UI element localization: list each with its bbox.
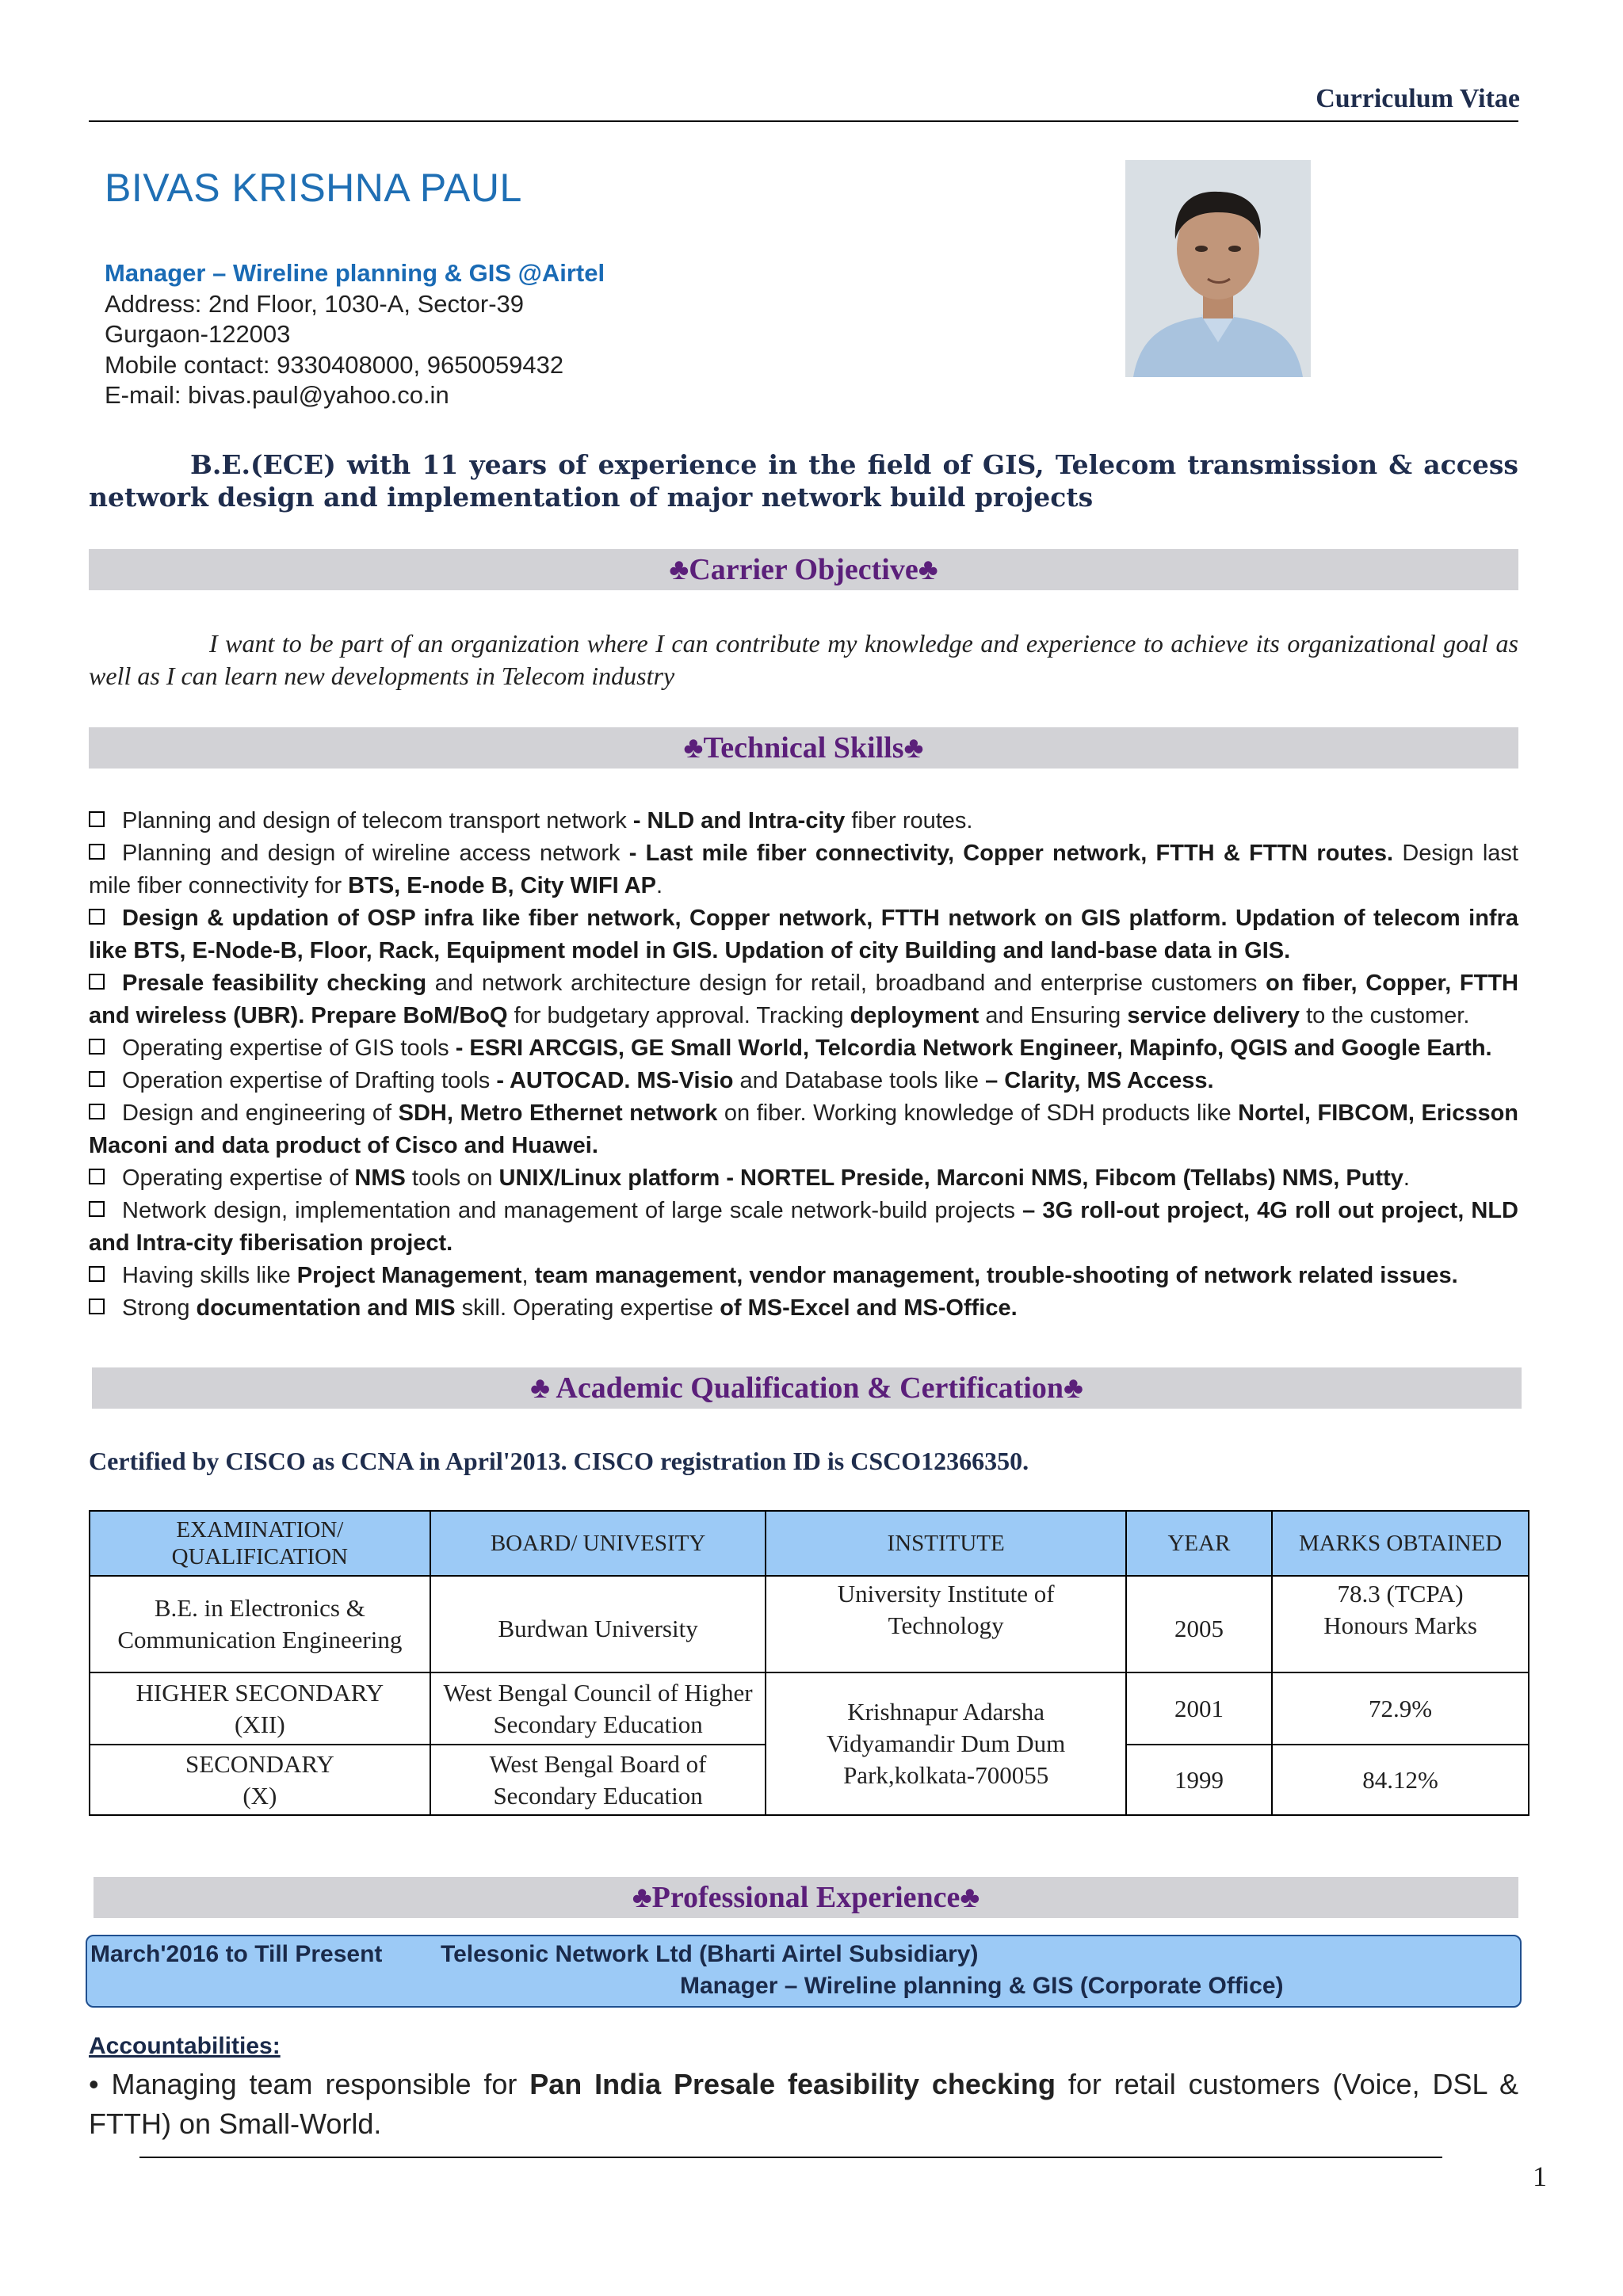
- table-header-row: [90, 1511, 1529, 1576]
- skill-item: [89, 1032, 1518, 1065]
- skill-item: [89, 902, 1518, 967]
- bold-text: Presale feasibility checking: [122, 971, 427, 996]
- bold-text: deployment: [850, 1003, 980, 1028]
- text: Operating expertise of GIS tools: [122, 1035, 456, 1061]
- text: Operation expertise of Drafting tools: [122, 1068, 497, 1093]
- text: .: [655, 873, 663, 898]
- bold-text: – 3G roll-out project, 4G roll out project, NLD and Intra-city fiberisation project.: [89, 1198, 1519, 1256]
- text: and Ensuring: [979, 1003, 1128, 1028]
- column-header: YEAR: [1126, 1511, 1272, 1576]
- marks-cell: 78.3 (TCPA) Honours Marks: [1272, 1576, 1529, 1672]
- checkbox-bullet-icon: [89, 1266, 105, 1282]
- bold-text: documentation and MIS: [196, 1295, 456, 1321]
- text: Network design, implementation and management of large scale network-build projects: [122, 1198, 1023, 1223]
- column-header: MARKS OBTAINED: [1272, 1511, 1529, 1576]
- current-role: Manager – Wireline planning & GIS @Airtel: [105, 259, 605, 287]
- email-contact: E-mail: bivas.paul@yahoo.co.in: [105, 381, 449, 409]
- contact-block: [105, 258, 605, 411]
- experience-header-box: [86, 1935, 1522, 2008]
- text: Planning and design of wireline access network: [122, 841, 629, 866]
- bold-text: Pan India Presale feasibility checking: [529, 2068, 1056, 2100]
- skill-item: [89, 1162, 1518, 1195]
- certification-statement: Certified by CISCO as CCNA in April'2013. CISCO registration ID is CSCO12366350.: [89, 1447, 1029, 1475]
- bold-text: UNIX/Linux platform - NORTEL Preside, Marconi NMS, Fibcom (Tellabs) NMS, Putty: [498, 1165, 1403, 1191]
- text: for retail customers (Voice, DSL & FTTH) on Small-World.: [89, 2068, 1519, 2140]
- qualification-cell: B.E. in Electronics & Communication Engineering: [90, 1576, 430, 1672]
- skill-item: [89, 1260, 1518, 1292]
- page-number: 1: [1533, 2161, 1547, 2192]
- bold-text: NMS: [354, 1165, 406, 1191]
- text: and network architecture design for retail, broadband and enterprise customers: [426, 971, 1266, 996]
- text: on fiber. Working knowledge of SDH products like: [717, 1100, 1239, 1126]
- checkbox-bullet-icon: [89, 974, 105, 990]
- skill-item: [89, 1292, 1518, 1325]
- column-header: INSTITUTE: [766, 1511, 1125, 1576]
- header-divider: [89, 120, 1518, 122]
- bold-text: on fiber, Copper, FTTH and wireless (UBR). Prepare BoM/BoQ: [89, 971, 1518, 1028]
- bold-text: SDH, Metro Ethernet network: [398, 1100, 718, 1126]
- text: for budgetary approval. Tracking: [507, 1003, 850, 1028]
- bold-text: - ESRI ARCGIS, GE Small World, Telcordia Network Engineer, Mapinfo, QGIS and Google Earth.: [455, 1035, 1492, 1061]
- skill-item: [89, 967, 1518, 1032]
- text: Strong: [122, 1295, 197, 1321]
- bold-text: of MS-Excel and MS-Office.: [720, 1295, 1018, 1321]
- text: Planning and design of telecom transport network: [122, 808, 633, 833]
- objective-text: I want to be part of an organization where I can contribute my knowledge and experience to achieve its organizational goal as well as I can learn new developments in Telecom industry: [89, 629, 1518, 690]
- section-technical-skills: ♣Technical Skills♣: [89, 727, 1518, 769]
- checkbox-bullet-icon: [89, 1071, 105, 1087]
- year-cell: 1999: [1126, 1745, 1272, 1815]
- text: Design last mile fiber connectivity for: [89, 841, 1518, 898]
- skill-item: [89, 837, 1518, 902]
- accountabilities-heading: Accountabilities:: [89, 2033, 281, 2059]
- section-carrier-objective: ♣Carrier Objective♣: [89, 549, 1518, 590]
- column-header: EXAMINATION/ QUALIFICATION: [90, 1511, 430, 1576]
- skill-item: [89, 1065, 1518, 1097]
- text: Design and engineering of: [122, 1100, 399, 1126]
- bold-text: Design & updation of OSP infra like fiber network, Copper network, FTTH network on GIS platform. Updation of telecom infra like BTS, E-Node-B, Floor, Rack, Equipment model in GIS. Updation of city Building and land-base data in GIS.: [89, 906, 1518, 963]
- text: Having skills like: [122, 1263, 297, 1288]
- table-row: [90, 1576, 1529, 1672]
- board-cell: Burdwan University: [430, 1576, 766, 1672]
- section-professional-experience: ♣Professional Experience♣: [94, 1877, 1518, 1918]
- bold-text: service delivery: [1127, 1003, 1300, 1028]
- institute-cell: Krishnapur Adarsha Vidyamandir Dum Dum Park,kolkata-700055: [766, 1672, 1125, 1815]
- skill-item: [89, 805, 1518, 837]
- table-row: [90, 1672, 1529, 1745]
- text: tools on: [405, 1165, 499, 1191]
- checkbox-bullet-icon: [89, 1039, 105, 1055]
- skills-list: [89, 805, 1518, 1325]
- year-cell: 2001: [1126, 1672, 1272, 1745]
- candidate-name: BIVAS KRISHNA PAUL: [105, 166, 522, 210]
- skill-item: [89, 1097, 1518, 1162]
- column-header: BOARD/ UNIVESITY: [430, 1511, 766, 1576]
- text: Managing team responsible for: [111, 2068, 530, 2100]
- address-line-2: Gurgaon-122003: [105, 320, 291, 348]
- text: fiber routes.: [845, 808, 973, 833]
- checkbox-bullet-icon: [89, 1201, 105, 1217]
- institute-cell: University Institute of Technology: [766, 1576, 1125, 1672]
- bold-text: - NLD and Intra-city: [632, 808, 846, 833]
- document-header-title: Curriculum Vitae: [1316, 84, 1520, 113]
- education-table: [89, 1510, 1529, 1816]
- employer-name: Telesonic Network Ltd (Bharti Airtel Subsidiary): [441, 1941, 979, 1967]
- footer-divider: [139, 2157, 1442, 2158]
- text: skill. Operating expertise: [455, 1295, 720, 1321]
- text: .: [1403, 1165, 1410, 1191]
- text: ,: [521, 1263, 535, 1288]
- accountability-item: [89, 2065, 1518, 2144]
- bold-text: – Clarity, MS Access.: [985, 1068, 1214, 1093]
- checkbox-bullet-icon: [89, 1169, 105, 1184]
- profile-summary: B.E.(ECE) with 11 years of experience in the field of GIS, Telecom transmission & access network design and implementation of major network build projects: [89, 449, 1518, 513]
- qualification-cell: SECONDARY (X): [90, 1745, 430, 1815]
- text: and Database tools like: [733, 1068, 986, 1093]
- year-cell: 2005: [1126, 1576, 1272, 1672]
- section-academic-qualification: ♣ Academic Qualification & Certification♣: [92, 1367, 1522, 1409]
- text: to the customer.: [1300, 1003, 1470, 1028]
- bold-text: Project Management: [296, 1263, 522, 1288]
- bold-text: - Last mile fiber connectivity, Copper network, FTTH & FTTN routes.: [628, 841, 1394, 866]
- checkbox-bullet-icon: [89, 909, 105, 925]
- checkbox-bullet-icon: [89, 811, 105, 827]
- qualification-cell: HIGHER SECONDARY (XII): [90, 1672, 430, 1745]
- bold-text: Nortel, FIBCOM, Ericsson Maconi and data product of Cisco and Huawei.: [89, 1100, 1519, 1158]
- job-title: Manager – Wireline planning & GIS (Corporate Office): [680, 1973, 1284, 1999]
- board-cell: West Bengal Council of Higher Secondary Education: [430, 1672, 766, 1745]
- marks-cell: 84.12%: [1272, 1745, 1529, 1815]
- board-cell: West Bengal Board of Secondary Education: [430, 1745, 766, 1815]
- checkbox-bullet-icon: [89, 1104, 105, 1119]
- text: Operating expertise of: [122, 1165, 355, 1191]
- bullet-icon: •: [89, 2068, 112, 2100]
- mobile-contact: Mobile contact: 9330408000, 9650059432: [105, 350, 564, 379]
- bold-text: team management, vendor management, trouble-shooting of network related issues.: [534, 1263, 1458, 1288]
- checkbox-bullet-icon: [89, 1299, 105, 1314]
- portrait-illustration: [1125, 160, 1311, 377]
- marks-cell: 72.9%: [1272, 1672, 1529, 1745]
- profile-photo: [1125, 160, 1311, 377]
- skill-item: [89, 1195, 1518, 1260]
- bold-text: BTS, E-node B, City WIFI AP: [348, 873, 656, 898]
- checkbox-bullet-icon: [89, 844, 105, 860]
- bold-text: - AUTOCAD. MS-Visio: [496, 1068, 734, 1093]
- address-line-1: Address: 2nd Floor, 1030-A, Sector-39: [105, 289, 525, 318]
- employment-period: March'2016 to Till Present: [90, 1941, 383, 1967]
